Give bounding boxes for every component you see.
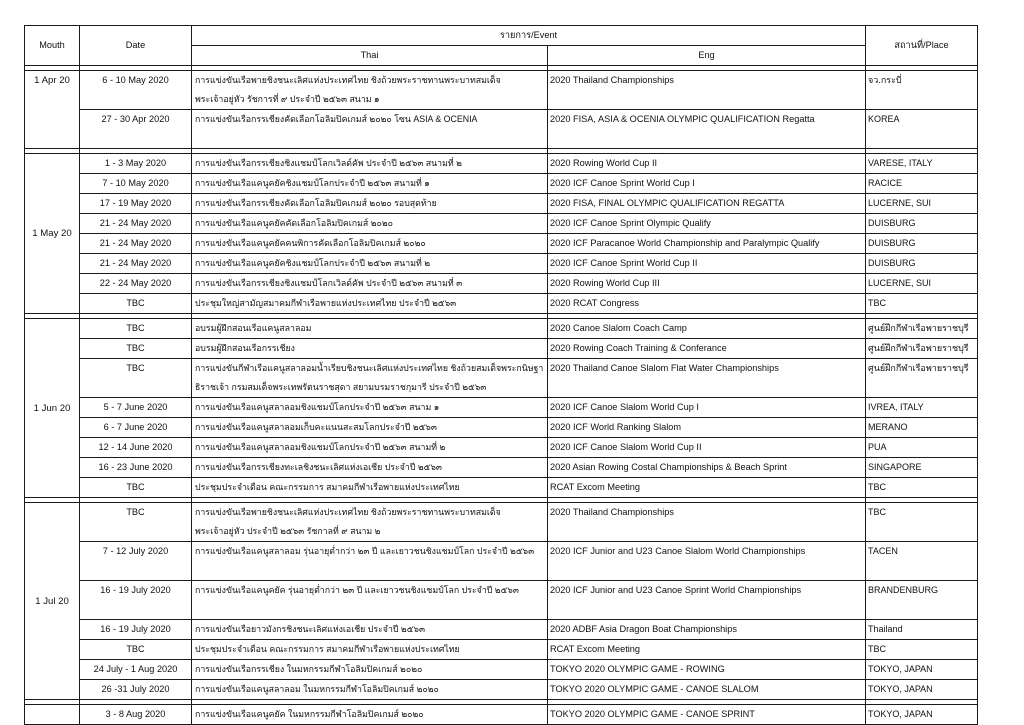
- thai-event-cell: การแข่งขันเรือแคนูคยัคชิงแชมป์โลกประจำปี ๒๕๖๓ สนามที่ ๒: [192, 254, 548, 274]
- eng-event-cell: 2020 ICF Canoe Slalom World Cup I: [548, 398, 866, 418]
- place-cell: IVREA, ITALY: [866, 398, 978, 418]
- table-row: [25, 581, 978, 620]
- date-cell: 26 -31 July 2020: [80, 680, 192, 700]
- date-cell: 6 - 10 May 2020: [80, 71, 192, 110]
- place-cell: TOKYO, JAPAN: [866, 680, 978, 700]
- date-cell: 5 - 7 June 2020: [80, 398, 192, 418]
- eng-event-cell: 2020 ICF Paracanoe World Championship and Paralympic Qualify: [548, 234, 866, 254]
- event-schedule-table: [24, 25, 978, 725]
- thai-event-cell: การแข่งขันเรือแคนูสลาลอม รุ่นอายุต่ำกว่า ๒๓ ปี และเยาวชนชิงแชมป์โลก ประจำปี ๒๕๖๓: [192, 542, 548, 581]
- table-row: [25, 174, 978, 194]
- thai-event-cell: การแข่งขันเรือยาวมังกรชิงชนะเลิศแห่งเอเชีย ประจำปี ๒๕๖๓: [192, 620, 548, 640]
- thai-event-cell: การแข่งขันเรือพายชิงชนะเลิศแห่งประเทศไทย ชิงถ้วยพระราชทานพระบาทสมเด็จพระเจ้าอยู่หัว ประจำปี ๒๕๖๓ รัชกาลที่ ๙ สนาม ๒: [192, 503, 548, 542]
- date-cell: TBC: [80, 503, 192, 542]
- eng-event-cell: 2020 Rowing Coach Training & Conferance: [548, 339, 866, 359]
- date-cell: 12 - 14 June 2020: [80, 438, 192, 458]
- thai-event-cell: การแข่งขันเรือกรรเชียง ในมหกรรมกีฬาโอลิมปิคเกมส์ ๒๐๒๐: [192, 660, 548, 680]
- date-cell: 7 - 10 May 2020: [80, 174, 192, 194]
- thai-event-cell: การแข่งขันกีฬาเรือแคนูสลาลอมน้ำเรียบชิงชนะเลิศแห่งประเทศไทย ชิงถ้วยสมเด็จพระกนิษฐาธิราชเจ้า กรมสมเด็จพระเทพรัตนราชสุดา สยามบรมราชกุมารี ประจำปี ๒๕๖๓: [192, 359, 548, 398]
- table-row: [25, 503, 978, 542]
- place-cell: TBC: [866, 294, 978, 314]
- thai-event-cell: การแข่งขันเรือกรรเชียงคัดเลือกโอลิมปิคเกมส์ ๒๐๒๐ รอบสุดท้าย: [192, 194, 548, 214]
- eng-event-cell: 2020 Rowing World Cup II: [548, 154, 866, 174]
- eng-event-cell: 2020 ICF Canoe Sprint World Cup I: [548, 174, 866, 194]
- place-cell: PUA: [866, 438, 978, 458]
- eng-event-cell: TOKYO 2020 OLYMPIC GAME - CANOE SLALOM: [548, 680, 866, 700]
- schedule-sheet: [24, 25, 978, 725]
- thai-event-cell: การแข่งขันเรือแคนูคยัคคนพิการคัดเลือกโอลิมปิคเกมส์ ๒๐๒๐: [192, 234, 548, 254]
- place-cell: BRANDENBURG: [866, 581, 978, 620]
- thai-event-cell: ประชุมประจำเดือน คณะกรรมการ สมาคมกีฬาเรือพายแห่งประเทศไทย: [192, 478, 548, 498]
- place-cell: MERANO: [866, 418, 978, 438]
- month-cell: 1 Jun 20: [25, 319, 80, 498]
- place-cell: KOREA: [866, 110, 978, 149]
- thai-event-cell: การแข่งขันเรือแคนูสลาลอมเก็บคะแนนสะสมโลกประจำปี ๒๕๖๓: [192, 418, 548, 438]
- eng-event-cell: 2020 Thailand Championships: [548, 503, 866, 542]
- table-row: [25, 620, 978, 640]
- place-cell: ศูนย์ฝึกกีฬาเรือพายราชบุรี: [866, 359, 978, 398]
- place-cell: ศูนย์ฝึกกีฬาเรือพายราชบุรี: [866, 319, 978, 339]
- thai-event-cell: การแข่งขันเรือแคนูสลาลอมชิงแชมป์โลกประจำปี ๒๕๖๓ สนามที่ ๒: [192, 438, 548, 458]
- thai-event-cell: การแข่งขันเรือกรรเชียงชิงแชมป์โลกเวิลด์คัพ ประจำปี ๒๕๖๓ สนามที่ ๓: [192, 274, 548, 294]
- date-cell: 6 - 7 June 2020: [80, 418, 192, 438]
- eng-event-cell: 2020 FISA, ASIA & OCENIA OLYMPIC QUALIFICATION Regatta: [548, 110, 866, 149]
- eng-event-cell: 2020 RCAT Congress: [548, 294, 866, 314]
- date-cell: TBC: [80, 640, 192, 660]
- eng-event-cell: 2020 ICF Junior and U23 Canoe Sprint World Championships: [548, 581, 866, 620]
- date-cell: 16 - 23 June 2020: [80, 458, 192, 478]
- thai-event-cell: การแข่งขันเรือแคนูสลาลอม ในมหกรรมกีฬาโอลิมปิคเกมส์ ๒๐๒๐: [192, 680, 548, 700]
- date-cell: 16 - 19 July 2020: [80, 620, 192, 640]
- place-cell: TBC: [866, 503, 978, 542]
- place-cell: VARESE, ITALY: [866, 154, 978, 174]
- table-row: [25, 705, 978, 725]
- thai-event-cell: การแข่งขันเรือแคนูคยัค ในมหกรรมกีฬาโอลิมปิคเกมส์ ๒๐๒๐: [192, 705, 548, 725]
- eng-event-cell: TOKYO 2020 OLYMPIC GAME - CANOE SPRINT: [548, 705, 866, 725]
- month-cell: 1 Jul 20: [25, 503, 80, 700]
- eng-event-cell: 2020 FISA, FINAL OLYMPIC QUALIFICATION REGATTA: [548, 194, 866, 214]
- place-cell: จว.กระบี่: [866, 71, 978, 110]
- date-cell: TBC: [80, 294, 192, 314]
- place-cell: TOKYO, JAPAN: [866, 660, 978, 680]
- table-row: [25, 194, 978, 214]
- date-cell: 17 - 19 May 2020: [80, 194, 192, 214]
- table-row: [25, 418, 978, 438]
- date-cell: 3 - 8 Aug 2020: [80, 705, 192, 725]
- place-cell: SINGAPORE: [866, 458, 978, 478]
- table-row: [25, 319, 978, 339]
- place-cell: DUISBURG: [866, 254, 978, 274]
- header-place: สถานที่/Place: [866, 26, 978, 66]
- header-thai: Thai: [192, 46, 548, 66]
- thai-event-cell: การแข่งขันเรือกรรเชียงทะเลชิงชนะเลิศแห่งเอเชีย ประจำปี ๒๕๖๓: [192, 458, 548, 478]
- thai-event-cell: การแข่งขันเรือแคนูคยัคชิงแชมป์โลกประจำปี ๒๕๖๓ สนามที่ ๑: [192, 174, 548, 194]
- place-cell: TBC: [866, 478, 978, 498]
- schedule-body: [25, 66, 978, 725]
- place-cell: LUCERNE, SUI: [866, 274, 978, 294]
- table-row: [25, 339, 978, 359]
- date-cell: 16 - 19 July 2020: [80, 581, 192, 620]
- thai-event-cell: การแข่งขันเรือแคนูสลาลอมชิงแชมป์โลกประจำปี ๒๕๖๓ สนาม ๑: [192, 398, 548, 418]
- table-row: [25, 680, 978, 700]
- date-cell: 21 - 24 May 2020: [80, 234, 192, 254]
- date-cell: 22 - 24 May 2020: [80, 274, 192, 294]
- month-cell: 1 May 20: [25, 154, 80, 314]
- table-row: [25, 438, 978, 458]
- eng-event-cell: TOKYO 2020 OLYMPIC GAME - ROWING: [548, 660, 866, 680]
- place-cell: TOKYO, JAPAN: [866, 705, 978, 725]
- thai-event-cell: ประชุมประจำเดือน คณะกรรมการ สมาคมกีฬาเรือพายแห่งประเทศไทย: [192, 640, 548, 660]
- date-cell: TBC: [80, 319, 192, 339]
- month-cell: [25, 705, 80, 725]
- eng-event-cell: RCAT Excom Meeting: [548, 640, 866, 660]
- month-cell: 1 Apr 20: [25, 71, 80, 149]
- eng-event-cell: 2020 Canoe Slalom Coach Camp: [548, 319, 866, 339]
- header-month: Mouth: [25, 26, 80, 66]
- place-cell: RACICE: [866, 174, 978, 194]
- eng-event-cell: 2020 ADBF Asia Dragon Boat Championships: [548, 620, 866, 640]
- place-cell: DUISBURG: [866, 234, 978, 254]
- table-row: [25, 71, 978, 110]
- table-row: [25, 214, 978, 234]
- table-row: [25, 660, 978, 680]
- table-row: [25, 254, 978, 274]
- thai-event-cell: การแข่งขันเรือแคนูคยัคคัดเลือกโอลิมปิคเกมส์ ๒๐๒๐: [192, 214, 548, 234]
- date-cell: 21 - 24 May 2020: [80, 254, 192, 274]
- table-row: [25, 274, 978, 294]
- table-row: [25, 640, 978, 660]
- place-cell: Thailand: [866, 620, 978, 640]
- date-cell: 21 - 24 May 2020: [80, 214, 192, 234]
- thai-event-cell: อบรมผู้ฝึกสอนเรือแคนูสลาลอม: [192, 319, 548, 339]
- thai-event-cell: ประชุมใหญ่สามัญสมาคมกีฬาเรือพายแห่งประเทศไทย ประจำปี ๒๕๖๓: [192, 294, 548, 314]
- date-cell: 1 - 3 May 2020: [80, 154, 192, 174]
- table-row: [25, 458, 978, 478]
- place-cell: ศูนย์ฝึกกีฬาเรือพายราชบุรี: [866, 339, 978, 359]
- table-row: [25, 398, 978, 418]
- table-row: [25, 294, 978, 314]
- date-cell: 24 July - 1 Aug 2020: [80, 660, 192, 680]
- eng-event-cell: RCAT Excom Meeting: [548, 478, 866, 498]
- place-cell: DUISBURG: [866, 214, 978, 234]
- eng-event-cell: 2020 ICF World Ranking Slalom: [548, 418, 866, 438]
- date-cell: TBC: [80, 478, 192, 498]
- eng-event-cell: 2020 Rowing World Cup III: [548, 274, 866, 294]
- header-event: รายการ/Event: [192, 26, 866, 46]
- eng-event-cell: 2020 ICF Canoe Sprint World Cup II: [548, 254, 866, 274]
- table-row: [25, 234, 978, 254]
- place-cell: LUCERNE, SUI: [866, 194, 978, 214]
- table-row: [25, 478, 978, 498]
- place-cell: TACEN: [866, 542, 978, 581]
- place-cell: TBC: [866, 640, 978, 660]
- thai-event-cell: การแข่งขันเรือกรรเชียงคัดเลือกโอลิมปิคเกมส์ ๒๐๒๐ โซน ASIA & OCENIA: [192, 110, 548, 149]
- table-row: [25, 154, 978, 174]
- thai-event-cell: การแข่งขันเรือแคนูคยัค รุ่นอายุต่ำกว่า ๒๓ ปี และเยาวชนชิงแชมป์โลก ประจำปี ๒๕๖๓: [192, 581, 548, 620]
- eng-event-cell: 2020 ICF Junior and U23 Canoe Slalom World Championships: [548, 542, 866, 581]
- eng-event-cell: 2020 Thailand Canoe Slalom Flat Water Championships: [548, 359, 866, 398]
- eng-event-cell: 2020 ICF Canoe Slalom World Cup II: [548, 438, 866, 458]
- date-cell: 27 - 30 Apr 2020: [80, 110, 192, 149]
- thai-event-cell: การแข่งขันเรือกรรเชียงชิงแชมป์โลกเวิลด์คัพ ประจำปี ๒๕๖๓ สนามที่ ๒: [192, 154, 548, 174]
- eng-event-cell: 2020 ICF Canoe Sprint Olympic Qualify: [548, 214, 866, 234]
- table-row: [25, 110, 978, 149]
- table-row: [25, 542, 978, 581]
- date-cell: TBC: [80, 359, 192, 398]
- eng-event-cell: 2020 Thailand Championships: [548, 71, 866, 110]
- eng-event-cell: 2020 Asian Rowing Costal Championships & Beach Sprint: [548, 458, 866, 478]
- thai-event-cell: การแข่งขันเรือพายชิงชนะเลิศแห่งประเทศไทย ชิงถ้วยพระราชทานพระบาทสมเด็จพระเจ้าอยู่หัว รัชการที่ ๙ ประจำปี ๒๕๖๓ สนาม ๑: [192, 71, 548, 110]
- table-row: [25, 359, 978, 398]
- date-cell: 7 - 12 July 2020: [80, 542, 192, 581]
- header-date: Date: [80, 26, 192, 66]
- date-cell: TBC: [80, 339, 192, 359]
- header-eng: Eng: [548, 46, 866, 66]
- thai-event-cell: อบรมผู้ฝึกสอนเรือกรรเชียง: [192, 339, 548, 359]
